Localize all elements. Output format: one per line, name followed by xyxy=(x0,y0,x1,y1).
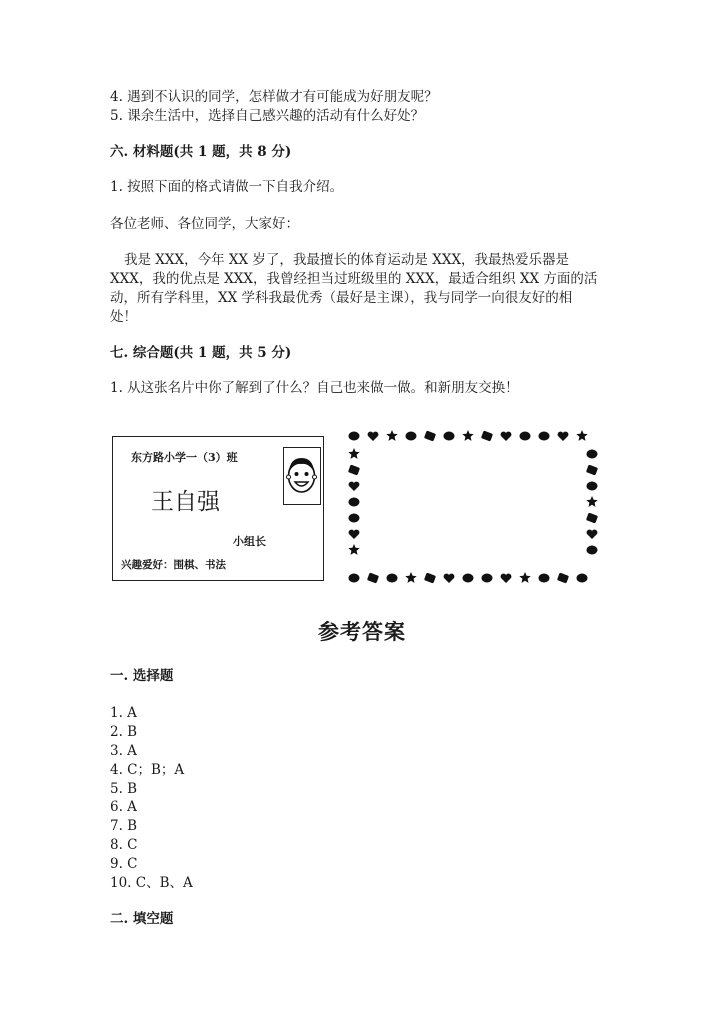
answer-item: 4. C；B；A xyxy=(110,762,185,778)
answer-item: 2. B xyxy=(110,724,138,740)
answer-item: 1. A xyxy=(110,705,137,721)
frame-gem-icon xyxy=(586,465,598,476)
answer-item: 8. C xyxy=(110,837,138,853)
question-5: 5. 课余生活中，选择自己感兴趣的活动有什么好处？ xyxy=(110,108,425,124)
frame-star-icon xyxy=(576,430,587,441)
frame-blob-icon xyxy=(587,546,598,555)
answer-item: 3. A xyxy=(110,743,137,759)
frame-blob-icon xyxy=(463,574,474,583)
frame-gem-icon xyxy=(348,465,360,476)
frame-blob-icon xyxy=(577,574,588,583)
card-role: 小组长 xyxy=(233,535,266,548)
frame-heart-icon xyxy=(558,432,569,441)
frame-blob-icon xyxy=(349,498,360,507)
frame-star-icon xyxy=(519,572,530,583)
frame-blob-icon xyxy=(349,432,360,441)
answers-section-1-heading: 一. 选择题 xyxy=(110,668,174,684)
name-card xyxy=(112,436,324,581)
frame-heart-icon xyxy=(349,530,360,539)
intro-body-line: 我是 XXX，今年 XX 岁了，我最擅长的体育运动是 XXX，我最热爱乐器是 xyxy=(124,252,570,268)
answer-item: 7. B xyxy=(110,818,138,834)
frame-star-icon xyxy=(586,496,597,507)
frame-gem-icon xyxy=(586,513,598,524)
intro-body-line: 处！ xyxy=(110,309,137,325)
frame-blob-icon xyxy=(587,450,598,459)
frame-gem-icon xyxy=(481,431,493,442)
frame-star-icon xyxy=(405,572,416,583)
intro-body-line: 动，所有学科里，XX 学科我最优秀（最好是主课），我与同学一向很友好的相 xyxy=(110,290,573,306)
card-school: 东方路小学一（3）班 xyxy=(131,451,238,464)
answers-title: 参考答案 xyxy=(318,619,406,644)
answer-item: 5. B xyxy=(110,781,138,797)
frame-blob-icon xyxy=(349,514,360,523)
frame-blob-icon xyxy=(539,574,550,583)
frame-gem-icon xyxy=(424,431,436,442)
frame-heart-icon xyxy=(587,530,598,539)
section-7-heading: 七. 综合题(共 1 题，共 5 分) xyxy=(110,345,292,361)
frame-heart-icon xyxy=(501,574,512,583)
answer-item: 10. C、B、A xyxy=(110,875,193,891)
answers-section-2-heading: 二. 填空题 xyxy=(110,911,174,927)
frame-blob-icon xyxy=(349,574,360,583)
card-name: 王自强 xyxy=(151,489,220,515)
boy-face-icon xyxy=(284,448,319,503)
frame-heart-icon xyxy=(368,432,379,441)
frame-blob-icon xyxy=(520,432,531,441)
frame-heart-icon xyxy=(501,432,512,441)
section-6-question-1: 1. 按照下面的格式请做一下自我介绍。 xyxy=(110,179,344,195)
frame-star-icon xyxy=(386,430,397,441)
card-photo xyxy=(283,447,321,505)
card-hobby: 兴趣爱好：围棋、书法 xyxy=(121,559,226,571)
frame-star-icon xyxy=(348,544,359,555)
frame-star-icon xyxy=(348,448,359,459)
frame-gem-icon xyxy=(557,573,569,584)
frame-heart-icon xyxy=(444,574,455,583)
frame-blob-icon xyxy=(482,574,493,583)
frame-blob-icon xyxy=(444,432,455,441)
intro-greeting: 各位老师、各位同学，大家好： xyxy=(110,216,299,232)
frame-star-icon xyxy=(462,430,473,441)
question-4: 4. 遇到不认识的同学，怎样做才有可能成为好朋友呢？ xyxy=(110,89,438,105)
frame-gem-icon xyxy=(424,573,436,584)
decorative-frame xyxy=(346,428,600,586)
frame-heart-icon xyxy=(349,482,360,491)
section-6-heading: 六. 材料题(共 1 题，共 8 分) xyxy=(110,144,292,160)
frame-blob-icon xyxy=(387,574,398,583)
answer-item: 9. C xyxy=(110,856,138,872)
answer-item: 6. A xyxy=(110,799,137,815)
intro-body-line: XXX，我的优点是 XXX，我曾经担当过班级里的 XXX，最适合组织 XX 方面的活 xyxy=(110,271,598,287)
frame-blob-icon xyxy=(539,432,550,441)
frame-blob-icon xyxy=(587,482,598,491)
frame-gem-icon xyxy=(367,573,379,584)
section-7-question-1: 1. 从这张名片中你了解到了什么？自己也来做一做。和新朋友交换！ xyxy=(110,380,519,396)
frame-blob-icon xyxy=(406,432,417,441)
